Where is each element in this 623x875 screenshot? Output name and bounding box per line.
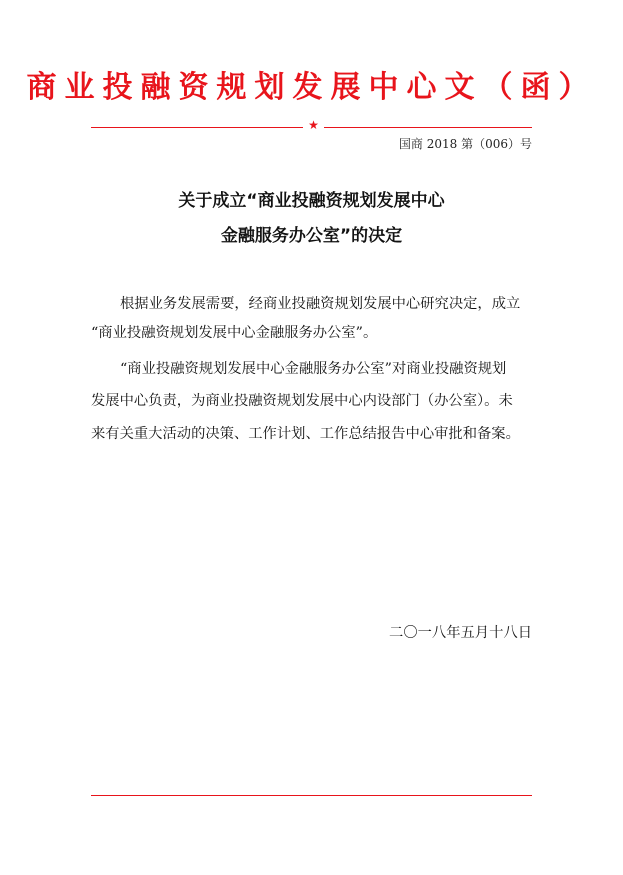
body-line-4: 发展中心负责，为商业投融资规划发展中心内设部门（办公室）。未 (91, 393, 513, 409)
letterhead-title: 商业投融资规划发展中心文（函） (26, 70, 597, 105)
body-line-3: “商业投融资规划发展中心金融服务办公室”对商业投融资规划 (120, 361, 507, 377)
document-date: 二〇一八年五月十八日 (389, 625, 532, 641)
document-number: 国商 2018 第（006）号 (398, 137, 532, 151)
body-line-1: 根据业务发展需要，经商业投融资规划发展中心研究决定，成立 (120, 296, 521, 312)
document-title-line-2: 金融服务办公室”的决定 (220, 226, 403, 246)
divider-line-left (91, 127, 303, 128)
divider-line-right (324, 127, 532, 128)
footer-divider (91, 795, 532, 796)
document-title-line-1: 关于成立“商业投融资规划发展中心 (178, 191, 445, 211)
body-line-5: 来有关重大活动的决策、工作计划、工作总结报告中心审批和备案。 (91, 426, 520, 442)
body-line-2: “商业投融资规划发展中心金融服务办公室”。 (91, 325, 378, 341)
star-icon: ★ (308, 118, 319, 132)
letterhead-divider (91, 120, 532, 134)
